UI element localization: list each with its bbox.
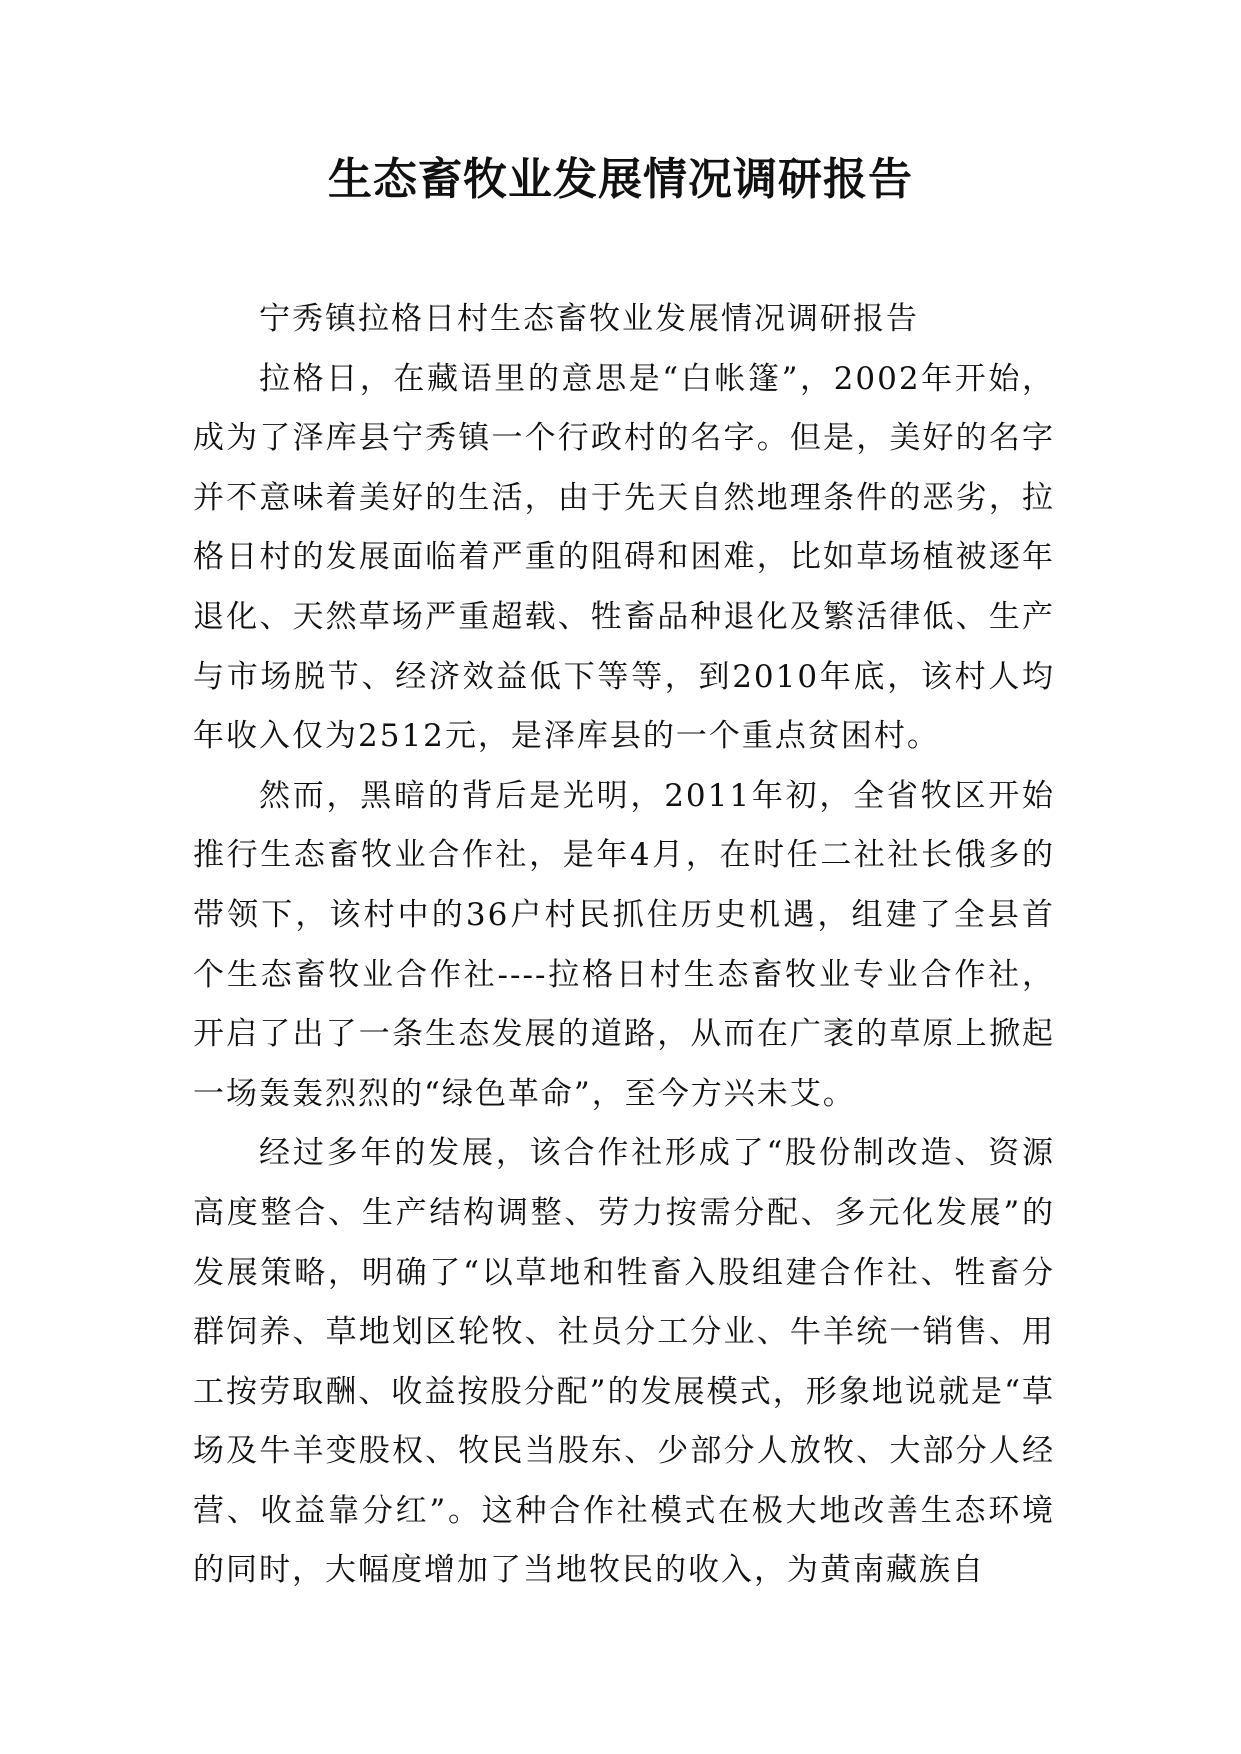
paragraph-subtitle: 宁秀镇拉格日村生态畜牧业发展情况调研报告: [259, 301, 919, 337]
document-title: 生态畜牧业发展情况调研报告: [328, 154, 913, 205]
paragraph-3: 经过多年的发展，该合作社形成了“股份制改造、资源高度整合、生产结构调整、劳力按需分配、多元化发展”的发展策略，明确了“以草地和牲畜入股组建合作社、牲畜分群饲养、草地划区轮牧、社员分工分业、牛羊统一销售、用工按劳取酬、收益按股分配”的发展模式，形象地说就是“草场及牛羊变股权、牧民当股东、少部分人放牧、大部分人经营、收益靠分红”。这种合作社模式在极大地改善生态环境的同时，大幅度增加了当地牧民的收入，为黄南藏族自: [193, 1135, 1055, 1589]
document-body: [193, 290, 1055, 1601]
paragraph-2: 然而，黑暗的背后是光明，2011年初，全省牧区开始推行生态畜牧业合作社，是年4月，在时任二社社长俄多的带领下，该村中的36户村民抓住历史机遇，组建了全县首个生态畜牧业合作社----拉格日村生态畜牧业专业合作社，开启了出了一条生态发展的道路，从而在广袤的草原上掀起一场轰轰烈烈的“绿色革命”，至今方兴未艾。: [193, 777, 1055, 1112]
paragraph-1: 拉格日，在藏语里的意思是“白帐篷”，2002年开始，成为了泽库县宁秀镇一个行政村的名字。但是，美好的名字并不意味着美好的生活，由于先天自然地理条件的恶劣，拉格日村的发展面临着严重的阻碍和困难，比如草场植被逐年退化、天然草场严重超载、牲畜品种退化及繁活律低、生产与市场脱节、经济效益低下等等，到2010年底，该村人均年收入仅为2512元，是泽库县的一个重点贫困村。: [193, 360, 1055, 755]
